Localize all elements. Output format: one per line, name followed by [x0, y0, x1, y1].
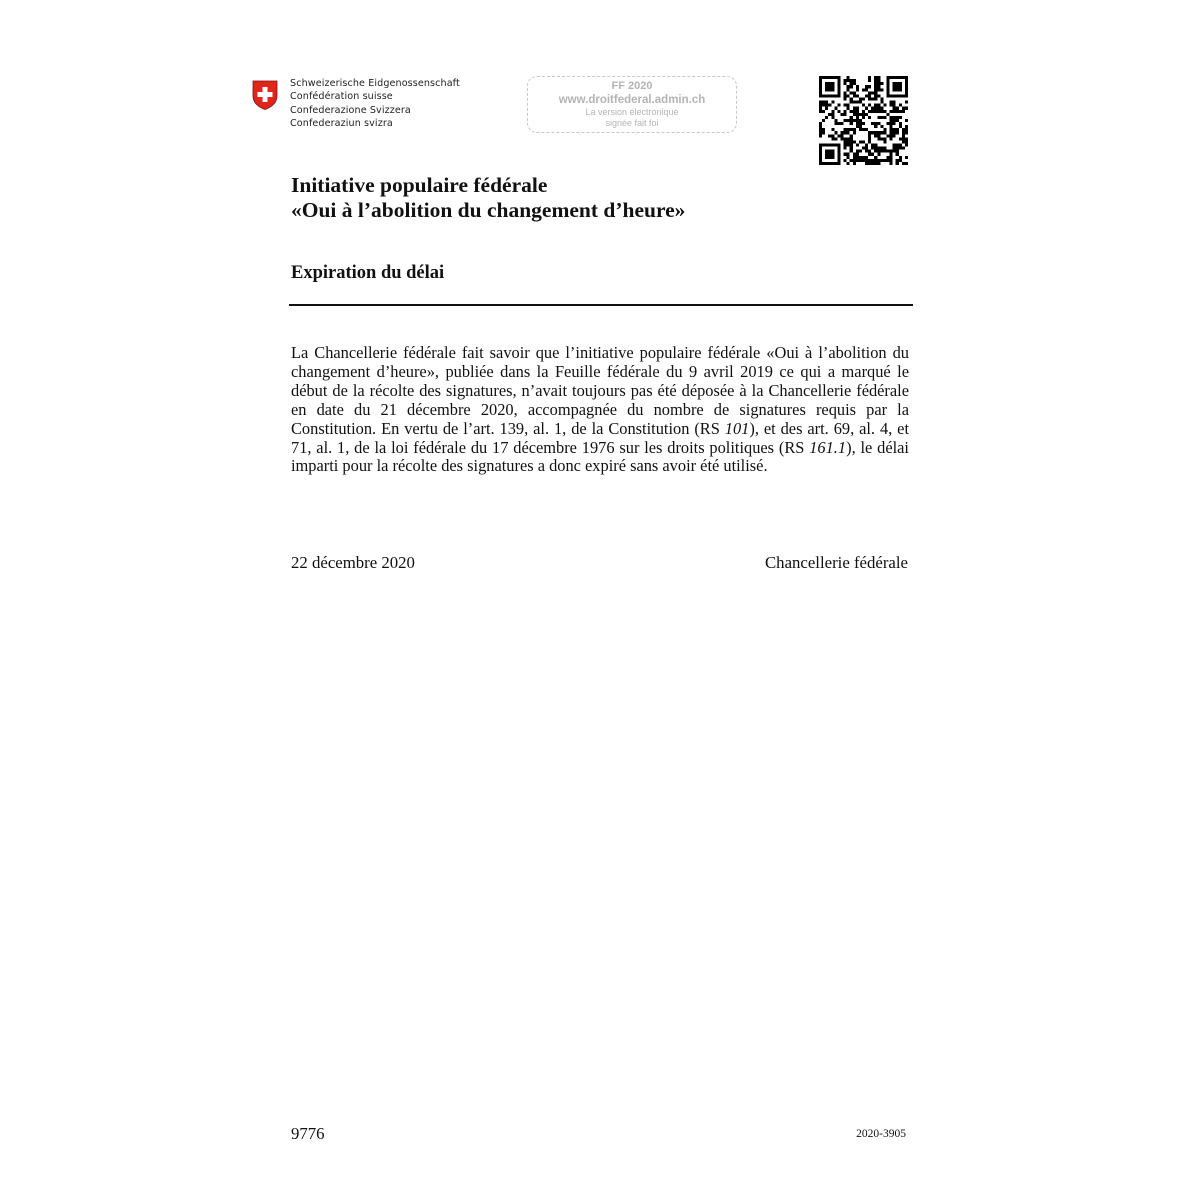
rs-reference-constitution: 101	[724, 418, 750, 438]
document-signer: Chancellerie fédérale	[764, 553, 908, 572]
title-line-1: Initiative populaire fédérale	[291, 173, 548, 197]
stamp-line-signed: signée fait foi	[605, 118, 659, 128]
confederation-names	[290, 77, 460, 131]
document-title	[291, 173, 685, 223]
document-date: 22 décembre 2020	[291, 553, 415, 572]
body-text-part-3: ), le délai imparti pour la récolte des signatures a donc expiré sans avoir été utilisé.	[291, 437, 909, 476]
swiss-cross-icon	[252, 80, 278, 110]
confederation-name-it: Confederazione Svizzera	[290, 104, 411, 116]
title-divider	[289, 304, 913, 306]
title-line-2: «Oui à l’abolition du changement d’heure»	[291, 198, 686, 222]
qr-code-icon	[819, 76, 908, 165]
document-subtitle: Expiration du délai	[291, 263, 445, 283]
confederation-name-fr: Confédération suisse	[290, 91, 393, 103]
confederation-name-de: Schweizerische Eidgenossenschaft	[290, 78, 460, 89]
body-text-part-1: La Chancellerie fédérale fait savoir que l’initiative populaire fédérale «Oui à l’abolition du changement d’heure», publiée dans la Feuille fédérale du 9 avril 2019 ce qui a marqué le début de la récolte des signatures, n’avait toujours pas été déposée à la Chancellerie fédérale en date du 21 décembre 2020, accompagnée du nombre de signatures requis par la Constitution. En vertu de l’art. 139, al. 1, de la Constitution (RS	[291, 343, 909, 438]
document-number: 2020-3905	[856, 1128, 906, 1140]
page-number: 9776	[291, 1124, 325, 1143]
stamp-line-ff: FF 2020	[611, 80, 653, 92]
body-text-part-2: ), et des art. 69, al. 4, et 71, al. 1, de la loi fédérale du 17 décembre 1976 sur les droits politiques (RS	[291, 418, 910, 457]
stamp-line-version: La version électronique	[585, 107, 679, 117]
rs-reference-political-rights: 161.1	[809, 437, 847, 457]
stamp-line-url: www.droitfederal.admin.ch	[558, 94, 706, 106]
body-paragraph	[291, 344, 909, 476]
authenticity-stamp	[527, 76, 737, 133]
confederation-name-rm: Confederaziun svizra	[290, 118, 393, 130]
